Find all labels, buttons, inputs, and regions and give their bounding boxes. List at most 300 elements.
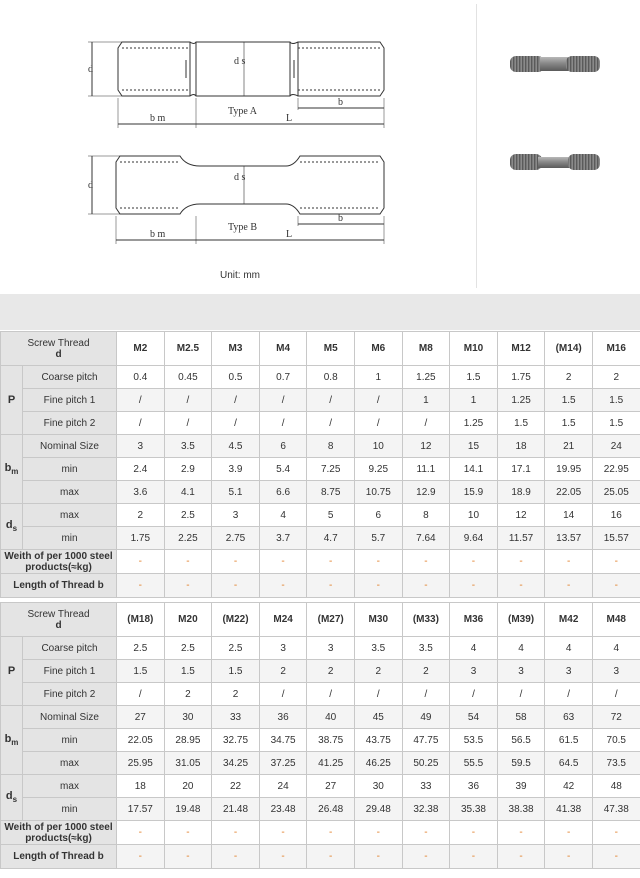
bm-nominal-label: Nominal Size	[23, 435, 117, 458]
ds-min-cell: 29.48	[354, 798, 402, 821]
ds-min-cell: 47.38	[592, 798, 640, 821]
coarse-pitch-label: Coarse pitch	[23, 637, 117, 660]
bm-min-cell: 32.75	[212, 729, 260, 752]
unit-label: Unit: mm	[220, 270, 260, 281]
fine-pitch-1-cell: 1.5	[164, 660, 212, 683]
ds-max-cell: 4	[259, 504, 307, 527]
fine-pitch-1-cell: 2	[259, 660, 307, 683]
ds-min-cell: 35.38	[450, 798, 498, 821]
bm-min-label: min	[23, 729, 117, 752]
coarse-pitch-cell: 1.75	[497, 366, 545, 389]
bm-min-cell: 19.95	[545, 458, 593, 481]
weight-cell: -	[212, 821, 260, 845]
thread-length-cell: -	[354, 574, 402, 598]
type-b-d-label: d	[88, 180, 93, 191]
coarse-pitch-cell: 1.25	[402, 366, 450, 389]
fine-pitch-1-cell: 2	[402, 660, 450, 683]
bm-nominal-cell: 30	[164, 706, 212, 729]
thread-length-cell: -	[164, 845, 212, 869]
size-header: M8	[402, 332, 450, 366]
coarse-pitch-label: Coarse pitch	[23, 366, 117, 389]
bm-nominal-cell: 4.5	[212, 435, 260, 458]
ds-min-cell: 2.25	[164, 527, 212, 550]
bm-nominal-cell: 40	[307, 706, 355, 729]
bm-max-cell: 12.9	[402, 481, 450, 504]
bm-nominal-cell: 72	[592, 706, 640, 729]
weight-cell: -	[592, 550, 640, 574]
bm-max-label: max	[23, 481, 117, 504]
size-header: M30	[354, 603, 402, 637]
size-header: (M39)	[497, 603, 545, 637]
fine-pitch-2-cell: /	[545, 683, 593, 706]
coarse-pitch-cell: 3	[259, 637, 307, 660]
size-header: (M22)	[212, 603, 260, 637]
weight-cell: -	[164, 550, 212, 574]
bm-nominal-cell: 21	[545, 435, 593, 458]
table-row	[1, 683, 640, 706]
bm-min-cell: 56.5	[497, 729, 545, 752]
fine-pitch-2-cell: 1.5	[497, 412, 545, 435]
ds-min-cell: 5.7	[354, 527, 402, 550]
ds-max-cell: 20	[164, 775, 212, 798]
ds-max-cell: 39	[497, 775, 545, 798]
size-header: M2	[117, 332, 165, 366]
coarse-pitch-cell: 4	[592, 637, 640, 660]
bm-max-cell: 3.6	[117, 481, 165, 504]
fine-pitch-2-cell: /	[354, 412, 402, 435]
coarse-pitch-cell: 1	[354, 366, 402, 389]
fine-pitch-2-cell: /	[307, 412, 355, 435]
fine-pitch-1-cell: 3	[450, 660, 498, 683]
bm-max-label: max	[23, 752, 117, 775]
ds-max-cell: 33	[402, 775, 450, 798]
P-group-label: P	[1, 366, 23, 435]
fine-pitch-1-cell: 3	[497, 660, 545, 683]
table-row	[1, 729, 640, 752]
bm-nominal-cell: 3.5	[164, 435, 212, 458]
bm-max-cell: 4.1	[164, 481, 212, 504]
bm-nominal-cell: 36	[259, 706, 307, 729]
thread-length-cell: -	[307, 574, 355, 598]
fine-pitch-2-cell: /	[117, 683, 165, 706]
fine-pitch-1-cell: /	[164, 389, 212, 412]
fine-pitch-1-cell: 1.5	[212, 660, 260, 683]
bm-max-cell: 31.05	[164, 752, 212, 775]
size-header: M42	[545, 603, 593, 637]
bm-min-cell: 53.5	[450, 729, 498, 752]
bm-nominal-cell: 3	[117, 435, 165, 458]
coarse-pitch-cell: 4	[450, 637, 498, 660]
fine-pitch-1-cell: 2	[307, 660, 355, 683]
type-a-photo	[510, 56, 600, 72]
bm-nominal-cell: 58	[497, 706, 545, 729]
spec-table-1	[0, 331, 640, 598]
table-row	[1, 752, 640, 775]
fine-pitch-2-cell: 1.5	[545, 412, 593, 435]
table-row	[1, 660, 640, 683]
ds-max-cell: 42	[545, 775, 593, 798]
fine-pitch-2-cell: /	[259, 412, 307, 435]
weight-cell: -	[164, 821, 212, 845]
weight-cell: -	[117, 821, 165, 845]
weight-cell: -	[212, 550, 260, 574]
fine-pitch-1-cell: 3	[592, 660, 640, 683]
bm-max-cell: 34.25	[212, 752, 260, 775]
type-b-photo	[510, 154, 600, 170]
ds-max-cell: 8	[402, 504, 450, 527]
fine-pitch-2-cell: /	[450, 683, 498, 706]
fine-pitch-2-cell: /	[117, 412, 165, 435]
fine-pitch-2-cell: 2	[164, 683, 212, 706]
type-b-label: Type B	[228, 222, 258, 233]
size-header: M6	[354, 332, 402, 366]
coarse-pitch-cell: 0.4	[117, 366, 165, 389]
bm-min-cell: 28.95	[164, 729, 212, 752]
size-header: M48	[592, 603, 640, 637]
bm-min-cell: 70.5	[592, 729, 640, 752]
fine-pitch-1-cell: /	[354, 389, 402, 412]
fine-pitch-2-label: Fine pitch 2	[23, 683, 117, 706]
fine-pitch-2-cell: /	[497, 683, 545, 706]
ds-max-cell: 36	[450, 775, 498, 798]
bm-max-cell: 41.25	[307, 752, 355, 775]
weight-label: Weith of per 1000 steel products(≈kg)	[1, 821, 117, 845]
size-header: M36	[450, 603, 498, 637]
fine-pitch-2-cell: /	[402, 412, 450, 435]
table-row	[1, 637, 640, 660]
size-header: (M14)	[545, 332, 593, 366]
bm-max-cell: 22.05	[545, 481, 593, 504]
bm-min-cell: 34.75	[259, 729, 307, 752]
bm-min-label: min	[23, 458, 117, 481]
bm-max-cell: 18.9	[497, 481, 545, 504]
ds-min-cell: 23.48	[259, 798, 307, 821]
fine-pitch-2-cell: /	[592, 683, 640, 706]
thread-length-cell: -	[402, 574, 450, 598]
table-row	[1, 481, 640, 504]
bm-nominal-cell: 6	[259, 435, 307, 458]
bm-min-cell: 22.05	[117, 729, 165, 752]
bm-min-cell: 2.9	[164, 458, 212, 481]
bm-max-cell: 46.25	[354, 752, 402, 775]
ds-min-cell: 7.64	[402, 527, 450, 550]
bm-max-cell: 6.6	[259, 481, 307, 504]
fine-pitch-1-cell: 1.5	[545, 389, 593, 412]
thread-length-cell: -	[450, 845, 498, 869]
size-header: M3	[212, 332, 260, 366]
type-a-L-label: L	[286, 113, 293, 124]
thread-length-cell: -	[545, 845, 593, 869]
ds-main: d	[5, 790, 13, 803]
bm-main: b	[4, 461, 12, 474]
fine-pitch-2-cell: /	[402, 683, 450, 706]
table-row	[1, 574, 640, 598]
stud-bolt-figure	[0, 0, 640, 292]
fine-pitch-1-cell: 1.5	[592, 389, 640, 412]
coarse-pitch-cell: 2.5	[117, 637, 165, 660]
fine-pitch-2-cell: 1.25	[450, 412, 498, 435]
thread-length-cell: -	[592, 574, 640, 598]
bm-nominal-cell: 12	[402, 435, 450, 458]
bm-main: b	[4, 732, 12, 745]
ds-subscript: s	[12, 524, 18, 534]
weight-cell: -	[259, 821, 307, 845]
bm-min-cell: 17.1	[497, 458, 545, 481]
bm-min-cell: 14.1	[450, 458, 498, 481]
weight-label: Weith of per 1000 steel products(≈kg)	[1, 550, 117, 574]
coarse-pitch-cell: 1.5	[450, 366, 498, 389]
coarse-pitch-cell: 2.5	[164, 637, 212, 660]
stud-drawings	[0, 0, 640, 292]
ds-group-label	[1, 775, 23, 821]
weight-cell: -	[592, 821, 640, 845]
ds-min-cell: 15.57	[592, 527, 640, 550]
size-header: M24	[259, 603, 307, 637]
table-header-row	[1, 603, 640, 637]
thread-length-cell: -	[164, 574, 212, 598]
screw-thread-d-label: d	[55, 619, 62, 631]
bm-max-cell: 50.25	[402, 752, 450, 775]
bm-min-cell: 9.25	[354, 458, 402, 481]
bm-nominal-cell: 45	[354, 706, 402, 729]
ds-max-label: max	[23, 775, 117, 798]
bm-group-label	[1, 435, 23, 504]
ds-min-cell: 13.57	[545, 527, 593, 550]
type-b-bm-label: b m	[150, 229, 166, 240]
table-row	[1, 389, 640, 412]
ds-min-cell: 17.57	[117, 798, 165, 821]
coarse-pitch-cell: 4	[497, 637, 545, 660]
fine-pitch-2-label: Fine pitch 2	[23, 412, 117, 435]
bm-max-cell: 15.9	[450, 481, 498, 504]
screw-thread-d-label: d	[55, 348, 62, 360]
bm-max-cell: 8.75	[307, 481, 355, 504]
table-row	[1, 706, 640, 729]
thread-length-cell: -	[307, 845, 355, 869]
screw-thread-label: Screw Thread	[27, 337, 90, 349]
weight-cell: -	[402, 550, 450, 574]
fine-pitch-2-cell: /	[354, 683, 402, 706]
thread-length-cell: -	[592, 845, 640, 869]
ds-max-cell: 10	[450, 504, 498, 527]
bm-min-cell: 22.95	[592, 458, 640, 481]
fine-pitch-1-cell: 1.5	[117, 660, 165, 683]
spec-table-2	[0, 602, 640, 869]
fine-pitch-1-cell: /	[212, 389, 260, 412]
bm-nominal-cell: 33	[212, 706, 260, 729]
fine-pitch-1-label: Fine pitch 1	[23, 660, 117, 683]
ds-max-cell: 6	[354, 504, 402, 527]
bm-group-label	[1, 706, 23, 775]
fine-pitch-2-cell: 2	[212, 683, 260, 706]
bm-nominal-cell: 27	[117, 706, 165, 729]
bm-nominal-cell: 8	[307, 435, 355, 458]
bm-nominal-cell: 18	[497, 435, 545, 458]
coarse-pitch-cell: 2.5	[212, 637, 260, 660]
fine-pitch-1-cell: 3	[545, 660, 593, 683]
table-row	[1, 845, 640, 869]
type-b-ds-label: d s	[234, 172, 246, 183]
ds-min-cell: 38.38	[497, 798, 545, 821]
type-a-label: Type A	[228, 106, 258, 117]
fine-pitch-1-cell: 2	[354, 660, 402, 683]
screw-thread-label: Screw Thread	[27, 608, 90, 620]
coarse-pitch-cell: 0.5	[212, 366, 260, 389]
ds-max-cell: 27	[307, 775, 355, 798]
coarse-pitch-cell: 3.5	[402, 637, 450, 660]
ds-min-label: min	[23, 527, 117, 550]
ds-min-cell: 4.7	[307, 527, 355, 550]
fine-pitch-1-label: Fine pitch 1	[23, 389, 117, 412]
bm-min-cell: 43.75	[354, 729, 402, 752]
bm-min-cell: 11.1	[402, 458, 450, 481]
table-row	[1, 550, 640, 574]
bm-nominal-label: Nominal Size	[23, 706, 117, 729]
ds-max-cell: 18	[117, 775, 165, 798]
bm-nominal-cell: 63	[545, 706, 593, 729]
weight-cell: -	[450, 821, 498, 845]
ds-min-cell: 26.48	[307, 798, 355, 821]
ds-max-label: max	[23, 504, 117, 527]
table-row	[1, 821, 640, 845]
fine-pitch-2-cell: /	[164, 412, 212, 435]
thread-length-cell: -	[117, 845, 165, 869]
thread-length-label: Length of Thread b	[1, 845, 117, 869]
ds-min-cell: 19.48	[164, 798, 212, 821]
bm-min-cell: 3.9	[212, 458, 260, 481]
table-row	[1, 527, 640, 550]
bm-max-cell: 10.75	[354, 481, 402, 504]
bm-max-cell: 5.1	[212, 481, 260, 504]
size-header: (M33)	[402, 603, 450, 637]
bm-min-cell: 61.5	[545, 729, 593, 752]
coarse-pitch-cell: 3	[307, 637, 355, 660]
type-a-bm-label: b m	[150, 113, 166, 124]
bm-max-cell: 37.25	[259, 752, 307, 775]
bm-min-cell: 47.75	[402, 729, 450, 752]
thread-length-cell: -	[259, 845, 307, 869]
ds-max-cell: 16	[592, 504, 640, 527]
weight-cell: -	[497, 550, 545, 574]
size-header: M16	[592, 332, 640, 366]
bm-nominal-cell: 49	[402, 706, 450, 729]
fine-pitch-1-cell: /	[307, 389, 355, 412]
table-row	[1, 366, 640, 389]
weight-cell: -	[545, 550, 593, 574]
bm-max-cell: 73.5	[592, 752, 640, 775]
table-row	[1, 798, 640, 821]
fine-pitch-2-cell: /	[307, 683, 355, 706]
bm-max-cell: 25.05	[592, 481, 640, 504]
bm-min-cell: 7.25	[307, 458, 355, 481]
coarse-pitch-cell: 0.8	[307, 366, 355, 389]
bm-min-cell: 38.75	[307, 729, 355, 752]
size-header: M4	[259, 332, 307, 366]
ds-min-cell: 32.38	[402, 798, 450, 821]
bm-nominal-cell: 15	[450, 435, 498, 458]
thread-length-cell: -	[117, 574, 165, 598]
weight-cell: -	[117, 550, 165, 574]
table-row	[1, 458, 640, 481]
size-header: M2.5	[164, 332, 212, 366]
fine-pitch-2-cell: /	[259, 683, 307, 706]
fine-pitch-1-cell: 1	[402, 389, 450, 412]
figure-divider	[476, 4, 477, 288]
bm-max-cell: 59.5	[497, 752, 545, 775]
bm-max-cell: 25.95	[117, 752, 165, 775]
weight-cell: -	[354, 821, 402, 845]
thread-length-cell: -	[545, 574, 593, 598]
coarse-pitch-cell: 0.45	[164, 366, 212, 389]
ds-max-cell: 5	[307, 504, 355, 527]
weight-cell: -	[497, 821, 545, 845]
thread-length-cell: -	[259, 574, 307, 598]
table-row	[1, 504, 640, 527]
size-header: M10	[450, 332, 498, 366]
type-a-ds-label: d s	[234, 56, 246, 67]
ds-min-cell: 11.57	[497, 527, 545, 550]
coarse-pitch-cell: 0.7	[259, 366, 307, 389]
ds-max-cell: 24	[259, 775, 307, 798]
size-header: (M27)	[307, 603, 355, 637]
ds-min-cell: 21.48	[212, 798, 260, 821]
weight-cell: -	[307, 550, 355, 574]
size-header: M5	[307, 332, 355, 366]
ds-max-cell: 22	[212, 775, 260, 798]
ds-min-cell: 3.7	[259, 527, 307, 550]
coarse-pitch-cell: 3.5	[354, 637, 402, 660]
thread-length-cell: -	[212, 845, 260, 869]
bm-max-cell: 64.5	[545, 752, 593, 775]
bm-min-cell: 2.4	[117, 458, 165, 481]
coarse-pitch-cell: 2	[592, 366, 640, 389]
ds-max-cell: 2	[117, 504, 165, 527]
fine-pitch-2-cell: /	[212, 412, 260, 435]
ds-min-cell: 2.75	[212, 527, 260, 550]
bm-nominal-cell: 24	[592, 435, 640, 458]
thread-length-cell: -	[354, 845, 402, 869]
thread-length-cell: -	[497, 574, 545, 598]
weight-cell: -	[450, 550, 498, 574]
fine-pitch-1-cell: 1	[450, 389, 498, 412]
type-b-b-label: b	[338, 213, 343, 224]
weight-cell: -	[402, 821, 450, 845]
P-group-label: P	[1, 637, 23, 706]
bm-subscript: m	[11, 738, 19, 748]
size-header: M12	[497, 332, 545, 366]
bm-nominal-cell: 10	[354, 435, 402, 458]
weight-cell: -	[307, 821, 355, 845]
thread-length-cell: -	[402, 845, 450, 869]
screw-thread-header	[1, 603, 117, 637]
ds-main: d	[5, 519, 13, 532]
screw-thread-header	[1, 332, 117, 366]
thread-length-cell: -	[212, 574, 260, 598]
bm-min-cell: 5.4	[259, 458, 307, 481]
thread-length-cell: -	[497, 845, 545, 869]
table-row	[1, 435, 640, 458]
weight-cell: -	[354, 550, 402, 574]
ds-max-cell: 48	[592, 775, 640, 798]
ds-max-cell: 30	[354, 775, 402, 798]
ds-max-cell: 14	[545, 504, 593, 527]
bm-max-cell: 55.5	[450, 752, 498, 775]
size-header: M20	[164, 603, 212, 637]
ds-min-cell: 9.64	[450, 527, 498, 550]
type-b-L-label: L	[286, 229, 293, 240]
ds-min-cell: 41.38	[545, 798, 593, 821]
size-header: (M18)	[117, 603, 165, 637]
